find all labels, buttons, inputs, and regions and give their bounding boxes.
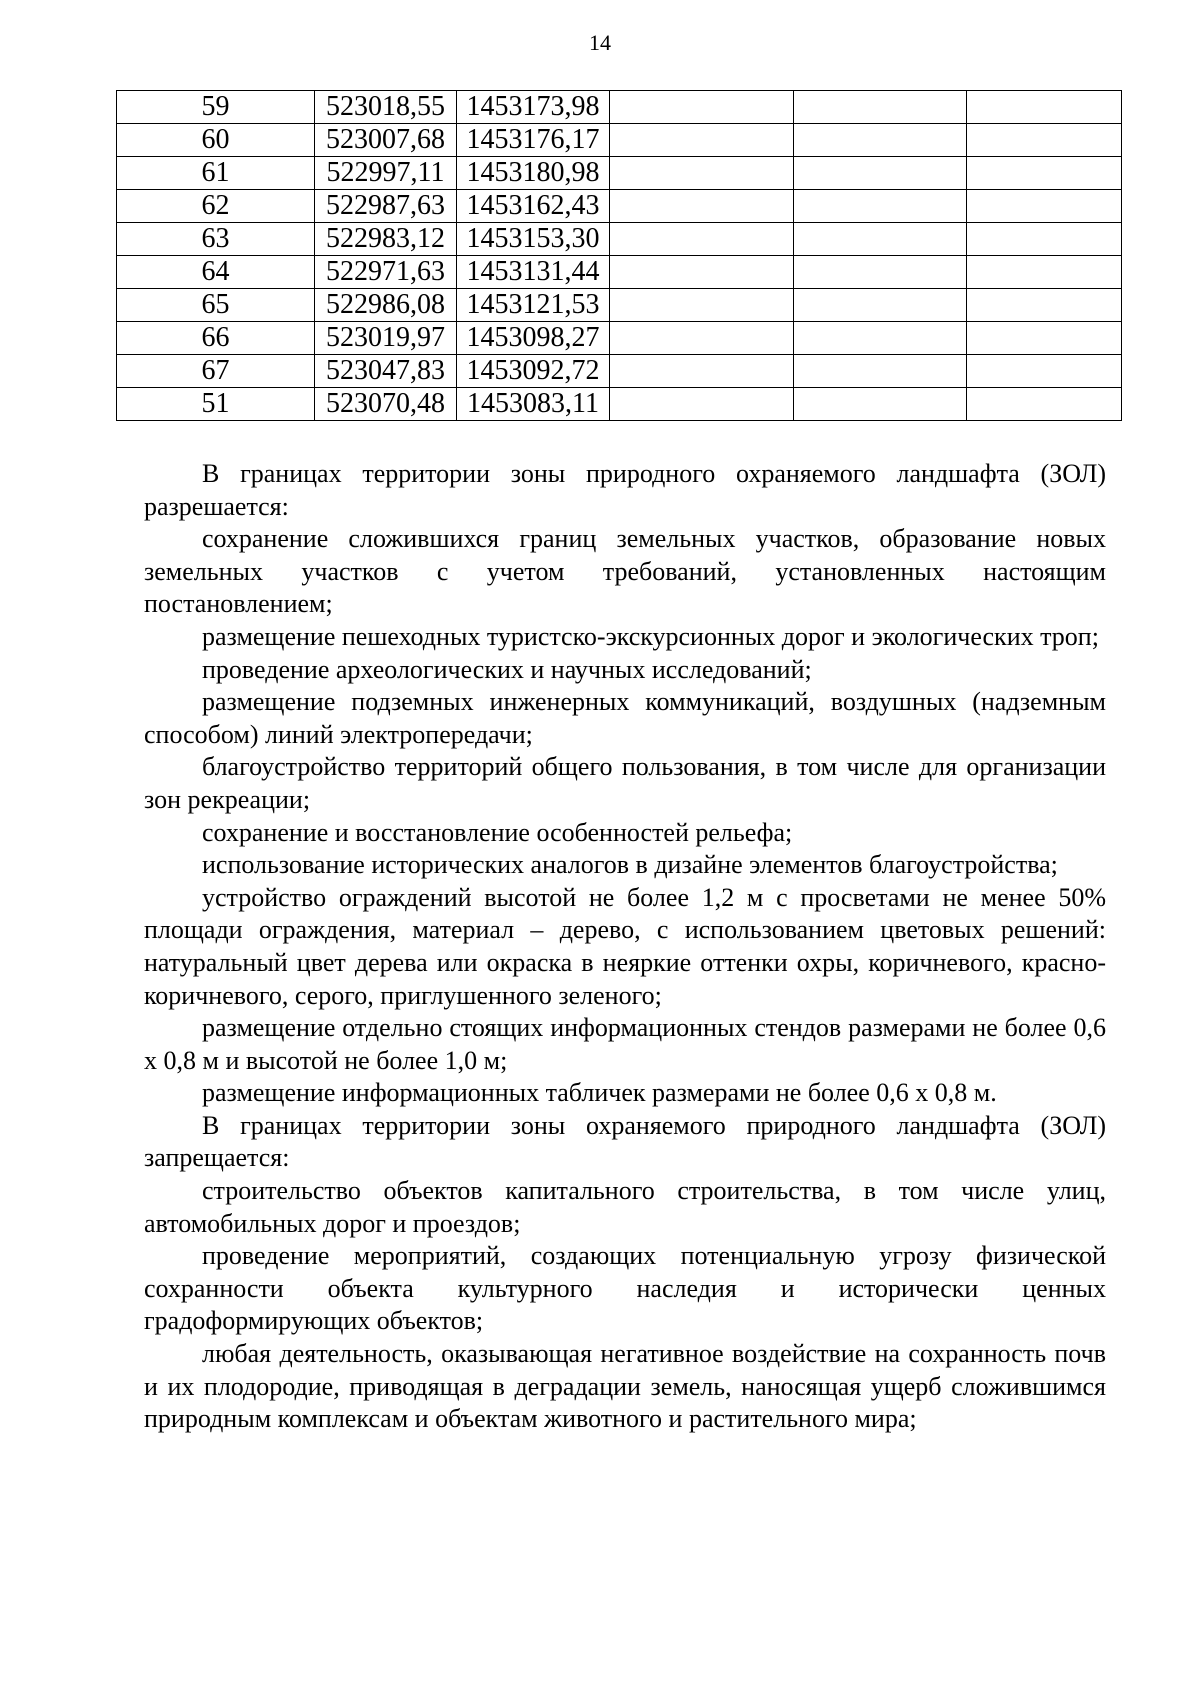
table-row (117, 388, 1122, 421)
table-row (117, 322, 1122, 355)
table-row (117, 157, 1122, 190)
empty-cell (967, 91, 1122, 124)
paragraph: использование исторических аналогов в дизайне элементов благоустройства; (202, 850, 1058, 880)
point-number-cell: 51 (117, 388, 315, 421)
coordinate-y-cell: 1453180,98 (457, 157, 610, 190)
empty-cell (794, 289, 967, 322)
coordinate-x-cell: 523019,97 (315, 322, 457, 355)
table-row (117, 223, 1122, 256)
empty-cell (967, 289, 1122, 322)
point-number-cell: 59 (117, 91, 315, 124)
point-number-cell: 66 (117, 322, 315, 355)
empty-cell (967, 388, 1122, 421)
table-row (117, 289, 1122, 322)
empty-cell (610, 157, 794, 190)
point-number-cell: 65 (117, 289, 315, 322)
paragraph: размещение отдельно стоящих информационных стендов размерами не более 0,6 х 0,8 м и высотой не более 1,0 м; (144, 1013, 1106, 1075)
empty-cell (794, 124, 967, 157)
coordinate-y-cell: 1453083,11 (457, 388, 610, 421)
empty-cell (794, 223, 967, 256)
coordinate-x-cell: 522987,63 (315, 190, 457, 223)
coordinates-table-body (117, 91, 1122, 421)
coordinate-x-cell: 522986,08 (315, 289, 457, 322)
empty-cell (967, 157, 1122, 190)
empty-cell (610, 355, 794, 388)
empty-cell (967, 190, 1122, 223)
empty-cell (794, 355, 967, 388)
point-number-cell: 62 (117, 190, 315, 223)
point-number-cell: 61 (117, 157, 315, 190)
empty-cell (610, 289, 794, 322)
empty-cell (794, 157, 967, 190)
empty-cell (610, 388, 794, 421)
coordinate-x-cell: 523018,55 (315, 91, 457, 124)
empty-cell (610, 91, 794, 124)
empty-cell (967, 322, 1122, 355)
coordinate-x-cell: 523047,83 (315, 355, 457, 388)
coordinate-y-cell: 1453121,53 (457, 289, 610, 322)
coordinate-y-cell: 1453098,27 (457, 322, 610, 355)
empty-cell (610, 256, 794, 289)
coordinate-y-cell: 1453131,44 (457, 256, 610, 289)
paragraph: В границах территории зоны природного охраняемого ландшафта (ЗОЛ) разрешается: (144, 459, 1106, 521)
empty-cell (967, 256, 1122, 289)
paragraph: устройство ограждений высотой не более 1,2 м с просветами не менее 50% площади ограждения, материал – дерево, с использованием цветовых решений: натуральный цвет дерева или окраска в неяркие оттенки охры, коричневого, красно-коричневого, серого, приглушенного зеленого; (144, 882, 1106, 1010)
document-body (144, 458, 1106, 1436)
empty-cell (610, 322, 794, 355)
table-row (117, 124, 1122, 157)
table-row (117, 256, 1122, 289)
paragraph: любая деятельность, оказывающая негативное воздействие на сохранность почв и их плодородие, приводящая в деградации земель, наносящая ущерб сложившимся природным комплексам и объектам животного и растительного мира; (144, 1339, 1106, 1434)
paragraph: В границах территории зоны охраняемого природного ландшафта (ЗОЛ) запрещается: (144, 1110, 1106, 1173)
paragraph: проведение археологических и научных исследований; (202, 654, 812, 684)
empty-cell (610, 190, 794, 223)
empty-cell (794, 256, 967, 289)
coordinate-x-cell: 522971,63 (315, 256, 457, 289)
point-number-cell: 67 (117, 355, 315, 388)
coordinate-y-cell: 1453162,43 (457, 190, 610, 223)
empty-cell (967, 124, 1122, 157)
coordinate-x-cell: 523070,48 (315, 388, 457, 421)
empty-cell (967, 223, 1122, 256)
empty-cell (610, 124, 794, 157)
empty-cell (610, 223, 794, 256)
empty-cell (794, 388, 967, 421)
coordinate-x-cell: 522997,11 (315, 157, 457, 190)
table-row (117, 190, 1122, 223)
empty-cell (967, 355, 1122, 388)
paragraph: сохранение сложившихся границ земельных участков, образование новых земельных участков с учетом требований, установленных настоящим постановлением; (144, 524, 1106, 619)
table-row (117, 355, 1122, 388)
point-number-cell: 63 (117, 223, 315, 256)
empty-cell (794, 322, 967, 355)
page-number: 14 (589, 30, 611, 55)
paragraph: размещение пешеходных туристско-экскурсионных дорог и экологических троп; (202, 621, 1099, 651)
paragraph: благоустройство территорий общего пользования, в том числе для организации зон рекреации; (144, 752, 1106, 814)
coordinate-y-cell: 1453176,17 (457, 124, 610, 157)
paragraph: сохранение и восстановление особенностей рельефа; (202, 817, 793, 847)
coordinates-table (116, 90, 1122, 421)
point-number-cell: 60 (117, 124, 315, 157)
coordinate-x-cell: 523007,68 (315, 124, 457, 157)
empty-cell (794, 190, 967, 223)
paragraph: размещение информационных табличек размерами не более 0,6 х 0,8 м. (202, 1078, 997, 1108)
point-number-cell: 64 (117, 256, 315, 289)
coordinate-x-cell: 522983,12 (315, 223, 457, 256)
coordinate-y-cell: 1453092,72 (457, 355, 610, 388)
coordinate-y-cell: 1453153,30 (457, 223, 610, 256)
paragraph: размещение подземных инженерных коммуникаций, воздушных (надземным способом) линий электропередачи; (144, 687, 1106, 749)
table-row (117, 91, 1122, 124)
paragraph: проведение мероприятий, создающих потенциальную угрозу физической сохранности объекта культурного наследия и исторически ценных градоформирующих объектов; (144, 1241, 1106, 1336)
coordinate-y-cell: 1453173,98 (457, 91, 610, 124)
empty-cell (794, 91, 967, 124)
paragraph: строительство объектов капитального строительства, в том числе улиц, автомобильных дорог и проездов; (144, 1176, 1106, 1238)
